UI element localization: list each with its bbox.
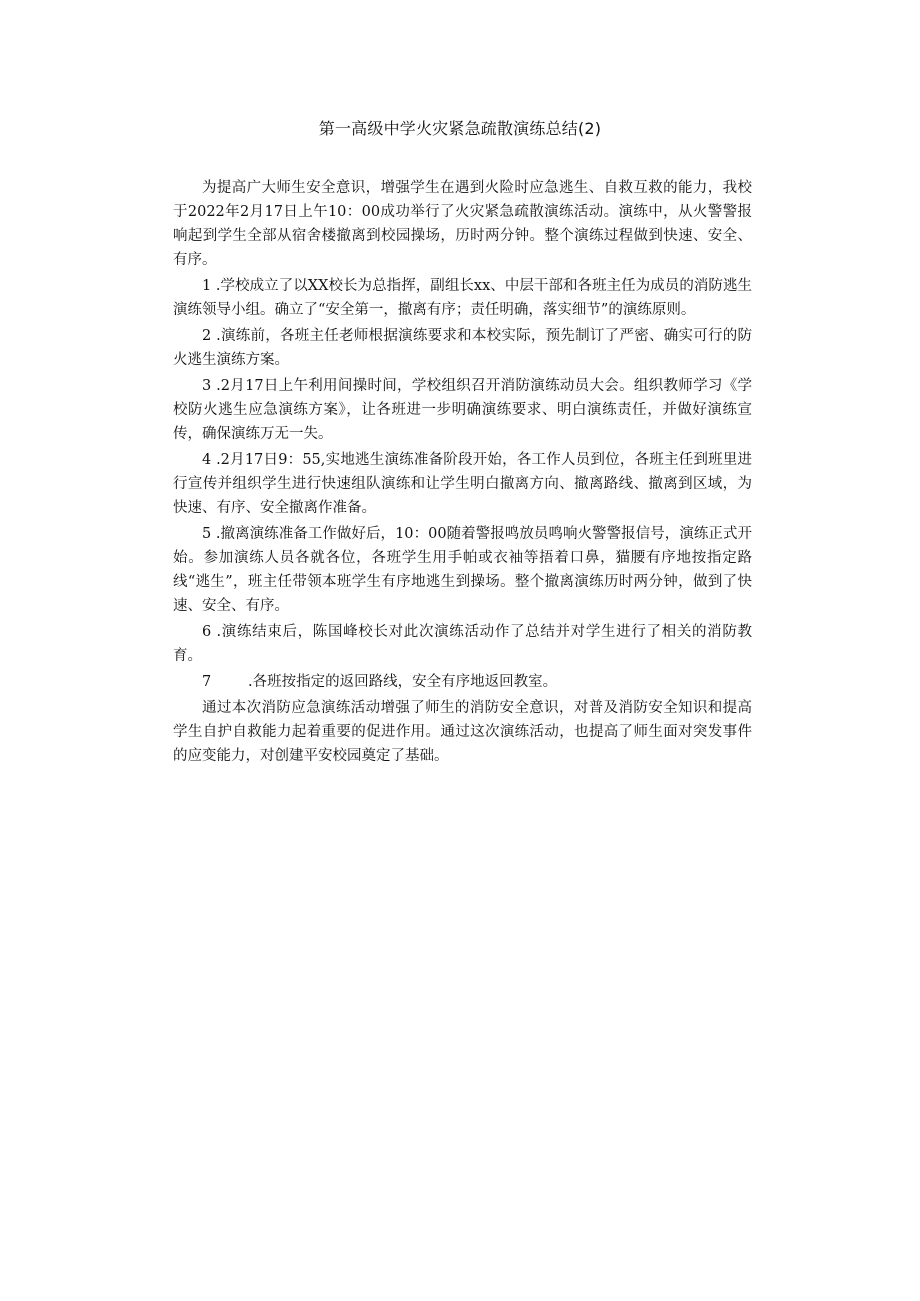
list-item-number: 4 [202,452,212,468]
list-item-text: .2月17日9：55,实地逃生演练准备阶段开始，各工作人员到位，各班主任到班里进行宣传并组织学生进行快速组队演练和让学生明白撤离方向、撤离路线、撤离到区域，为快速、有序、安全撤离作准备。 [173,452,752,516]
list-item-text: .演练结束后，陈国峰校长对此次演练活动作了总结并对学生进行了相关的消防教育。 [173,624,753,664]
list-item [173,448,752,520]
list-item-text: .学校成立了以XX校长为总指挥，副组长xx、中层干部和各班主任为成员的消防逃生演练领导小组。确立了“安全第一，撤离有序；责任明确，落实细节”的演练原则。 [173,278,753,318]
list-item [173,274,752,322]
list-item-number: 1 [202,278,212,294]
list-item-text: .撤离演练准备工作做好后，10：00随着警报鸣放员鸣响火警警报信号，演练正式开始。参加演练人员各就各位，各班学生用手帕或衣袖等捂着口鼻，猫腰有序地按指定路线“逃生”，班主任带领本班学生有序地逃生到操场。整个撤离演练历时两分钟，做到了快速、安全、有序。 [173,526,752,614]
document-title: 第一高级中学火灾紧急疏散演练总结(2) [318,119,602,138]
intro-paragraph: 为提高广大师生安全意识，增强学生在遇到火险时应急逃生、自救互救的能力，我校于2022年2月17日上午10：00成功举行了火灾紧急疏散演练活动。演练中，从火警警报响起到学生全部从宿舍楼撤离到校园操场，历时两分钟。整个演练过程做到快速、安全、有序。 [173,180,752,268]
list-item-number: 2 [202,328,212,344]
list-item-number: 5 [202,526,212,542]
list-item-number: 3 [202,378,212,394]
list-item [173,620,752,668]
list-item-number: 7 [202,674,212,690]
list-item-number: 6 [202,624,212,640]
list-item-text: .2月17日上午利用间操时间，学校组织召开消防演练动员大会。组织教师学习《学校防火逃生应急演练方案》，让各班进一步明确演练要求、明白演练责任，并做好演练宣传，确保演练万无一失。 [173,378,752,442]
list-item [173,670,752,694]
list-item [173,324,752,372]
document-body [173,176,752,768]
list-item [173,522,752,618]
list-item [173,374,752,446]
list-item-text: .演练前，各班主任老师根据演练要求和本校实际，预先制订了严密、确实可行的防火逃生演练方案。 [173,328,753,368]
conclusion-paragraph: 通过本次消防应急演练活动增强了师生的消防安全意识，对普及消防安全知识和提高学生自护自救能力起着重要的促进作用。通过这次演练活动，也提高了师生面对突发事件的应变能力，对创建平安校园奠定了基础。 [173,700,752,764]
list-item-text: .各班按指定的返回路线，安全有序地返回教室。 [248,674,558,690]
